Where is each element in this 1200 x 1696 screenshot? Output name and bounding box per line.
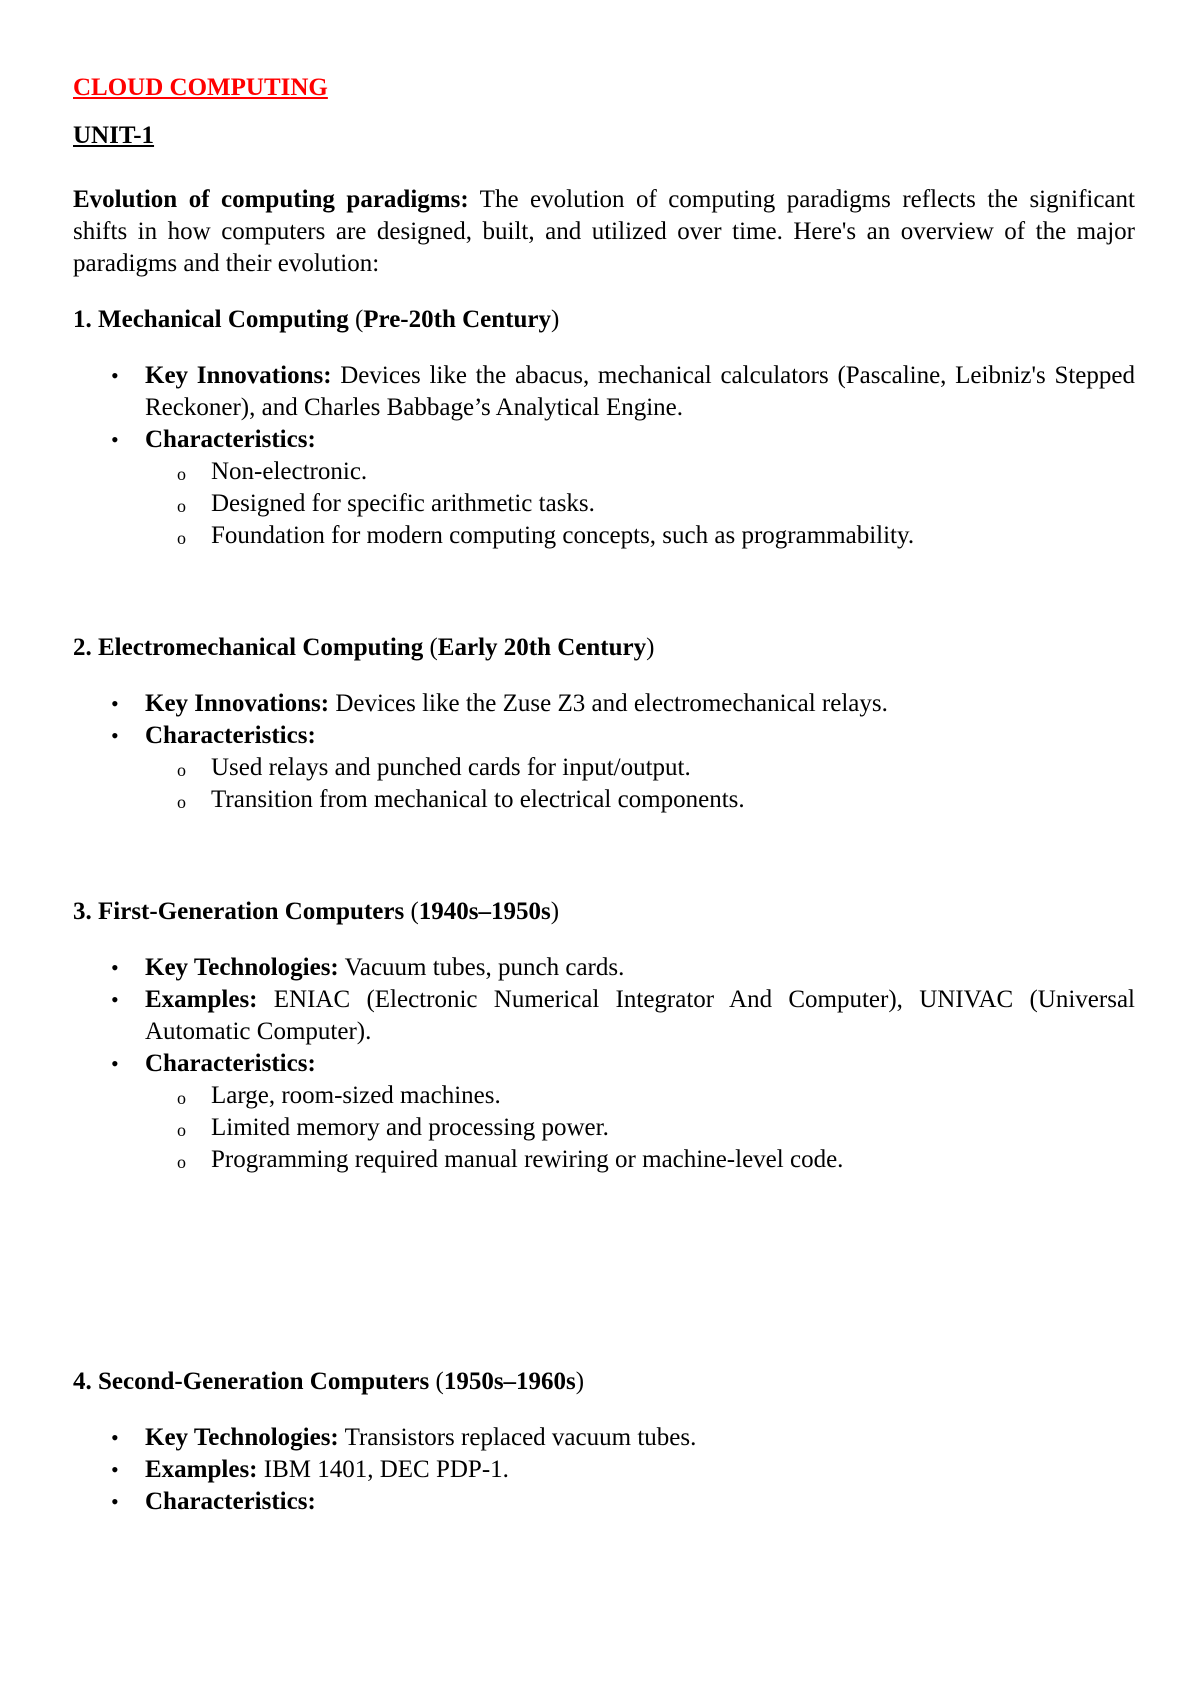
item-text: Devices like the Zuse Z3 and electromechanical relays. [329,690,888,717]
section-heading-text: 1. Mechanical Computing [73,306,355,333]
bullet-marker: • [111,1489,119,1514]
item-text: Vacuum tubes, punch cards. [338,954,625,981]
sub-marker: o [177,1152,186,1172]
item-label: Characteristics: [145,426,316,453]
sub-item-text: Designed for specific arithmetic tasks. [211,490,595,517]
bullet-marker: • [111,723,119,748]
item-label: Examples: [145,1456,258,1483]
intro-label: Evolution of computing paradigms: [73,186,469,213]
intro-paragraph [73,184,1135,280]
item-label: Characteristics: [145,1488,316,1515]
sub-item [139,1080,1135,1112]
section-heading-text: 3. First-Generation Computers [73,898,411,925]
sub-item-text: Transition from mechanical to electrical components. [211,786,745,813]
document-page [73,72,1135,1518]
sub-item-text: Large, room-sized machines. [211,1082,501,1109]
sub-item-text: Non-electronic. [211,458,368,485]
sub-marker: o [177,792,186,812]
sub-marker: o [177,464,186,484]
section-heading [73,304,1135,336]
paren-open: ( [354,306,364,333]
list-item [73,1454,1135,1486]
item-text: IBM 1401, DEC PDP-1. [257,1456,509,1483]
bullet-marker: • [111,1457,119,1482]
sub-item [139,488,1135,520]
section-electromechanical [73,632,1135,816]
sub-item [139,752,1135,784]
section-period: 1940s–1950s [418,898,551,925]
paren-open: ( [435,1368,444,1395]
sub-list [73,752,1135,816]
bullet-marker: • [111,427,119,452]
paren-close: ) [646,634,655,661]
sub-item-text: Limited memory and processing power. [211,1114,609,1141]
sub-item [139,1112,1135,1144]
section-mechanical [73,304,1135,552]
section-second-generation [73,1366,1135,1518]
paren-close: ) [575,1368,585,1395]
item-label: Key Innovations: [145,362,332,389]
bullet-marker: • [111,1051,119,1076]
document-title: CLOUD COMPUTING [73,74,328,101]
item-text: Transistors replaced vacuum tubes. [338,1424,697,1451]
paren-open: ( [429,634,438,661]
sub-marker: o [177,1088,186,1108]
item-text: Devices like the abacus, mechanical calculators (Pascaline, Leibniz's Stepped Reckoner), and Charles Babbage’s Analytical Engine. [145,362,1135,421]
item-label: Key Innovations: [145,690,330,717]
unit-heading: UNIT-1 [73,122,155,149]
bullet-list [73,1422,1135,1518]
item-label: Characteristics: [145,1050,316,1077]
section-heading [73,632,1135,664]
paren-close: ) [550,898,560,925]
bullet-list [73,688,1135,752]
item-label: Key Technologies: [145,954,339,981]
sub-item-text: Programming required manual rewiring or machine-level code. [211,1146,844,1173]
section-period: 1950s–1960s [443,1368,576,1395]
intro-text: The evolution of computing paradigms reflects the significant shifts in how computers are designed, built, and utilized over time. Here's an overview of the major paradigms and their evolution: [73,186,1135,277]
item-label: Characteristics: [145,722,316,749]
section-heading [73,1366,1135,1398]
bullet-marker: • [111,955,119,980]
sub-item [139,1144,1135,1176]
sub-item [139,456,1135,488]
item-label: Examples: [145,986,258,1013]
item-label: Key Technologies: [145,1424,339,1451]
sub-item-text: Foundation for modern computing concepts, such as programmability. [211,522,915,549]
sub-marker: o [177,496,186,516]
sub-item-text: Used relays and punched cards for input/output. [211,754,691,781]
list-item [73,360,1135,424]
list-item [73,1486,1135,1518]
paren-close: ) [550,306,560,333]
bullet-marker: • [111,691,119,716]
sub-marker: o [177,528,186,548]
bullet-marker: • [111,363,119,388]
sub-list [73,456,1135,552]
list-item [73,720,1135,752]
list-item [73,1048,1135,1080]
list-item [73,688,1135,720]
sub-list [73,1080,1135,1176]
paren-open: ( [410,898,419,925]
section-period: Early 20th Century [437,634,647,661]
item-text: ENIAC (Electronic Numerical Integrator And Computer), UNIVAC (Universal Automatic Computer). [145,986,1135,1045]
list-item [73,424,1135,456]
sub-marker: o [177,760,186,780]
list-item [73,984,1135,1048]
bullet-list [73,952,1135,1080]
section-heading-text: 2. Electromechanical Computing [73,634,430,661]
section-period: Pre-20th Century [363,306,551,333]
bullet-list [73,360,1135,456]
bullet-marker: • [111,1425,119,1450]
list-item [73,952,1135,984]
sub-item [139,784,1135,816]
section-heading-text: 4. Second-Generation Computers [73,1368,436,1395]
sub-marker: o [177,1120,186,1140]
section-first-generation [73,896,1135,1176]
section-heading [73,896,1135,928]
sub-item [139,520,1135,552]
bullet-marker: • [111,987,119,1012]
list-item [73,1422,1135,1454]
